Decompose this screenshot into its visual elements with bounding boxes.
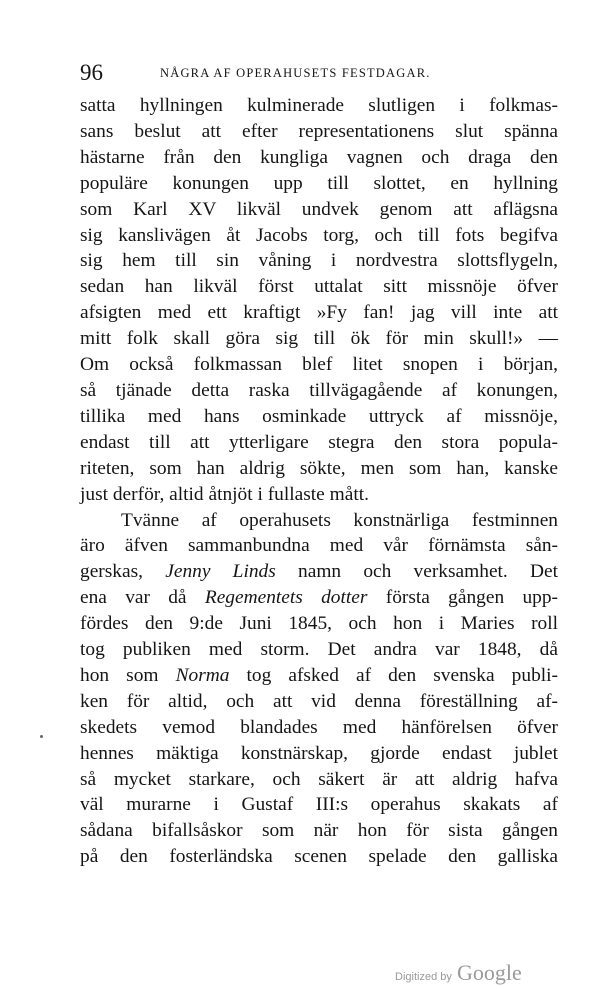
digitized-watermark — [395, 960, 522, 986]
text-line: Om också folkmassan blef litet snopen i början, — [80, 354, 558, 376]
text-line: sådana bifallsåskor som när hon för sista gången — [80, 820, 558, 842]
text-run: tog afsked af den svenska publi- — [246, 664, 558, 686]
text-line: satta hyllningen kulminerade slutligen i folkmas- — [80, 95, 558, 116]
text-line: skedets vemod blandades med hänförelsen öfver — [80, 716, 558, 738]
text-run: första gången upp- — [385, 587, 558, 609]
text-line: riteten, som han aldrig sökte, men som han, kanske — [80, 457, 558, 479]
text-line: som Karl XV likväl undvek genom att aflägsna — [80, 198, 558, 220]
running-title: NÅGRA AF OPERAHUSETS FESTDAGAR. — [160, 66, 431, 80]
italic-title-norma: Norma — [175, 664, 230, 686]
text-line: hästarne från den kungliga vagnen och draga den — [80, 146, 558, 168]
text-line: så mycket starkare, och säkert är att aldrig hafva — [80, 768, 558, 790]
text-line: sedan han likväl först uttalat sitt missnöje öfver — [80, 276, 558, 298]
text-line: sans beslut att efter representationens slut spänna — [80, 120, 558, 142]
text-line: väl murarne i Gustaf III:s operahus skakats af — [80, 794, 558, 816]
page-header — [80, 60, 558, 84]
body-text — [80, 93, 558, 870]
text-line: hennes mäktiga konstnärskap, gjorde endast jublet — [80, 742, 558, 764]
margin-speck — [40, 735, 43, 738]
text-line: så tjänade detta raska tillvägagående af konungen, — [80, 379, 558, 401]
text-line: mitt folk skall göra sig till ök för min skull!» — — [80, 328, 558, 350]
paragraph-end-line: just derför, altid åtnjöt i fullaste mått. — [80, 483, 369, 505]
google-logo: Google — [456, 960, 522, 985]
text-line: sig kanslivägen åt Jacobs torg, och till fots begifva — [80, 224, 558, 246]
text-run: namn och verksamhet. Det — [298, 561, 558, 583]
italic-name-jenny-lind: Jenny Linds — [165, 561, 276, 583]
text-line: fördes den 9:de Juni 1845, och hon i Maries roll — [80, 613, 558, 635]
text-run: gerskas, — [80, 561, 144, 583]
page-number: 96 — [80, 60, 103, 85]
text-line: endast till att ytterligare stegra den stora popula- — [80, 431, 558, 453]
text-line — [80, 585, 558, 611]
text-run: ena var då — [80, 587, 187, 609]
watermark-prefix: Digitized by — [395, 971, 452, 983]
italic-title-regementets-dotter: Regementets dotter — [204, 587, 368, 609]
text-line — [80, 559, 558, 585]
text-line: afsigten med ett kraftigt »Fy fan! jag vill inte att — [80, 302, 558, 324]
text-line: ken för altid, och att vid denna föreställning af- — [80, 690, 558, 712]
text-line: sig hem till sin våning i nordvestra slottsflygeln, — [80, 250, 558, 272]
text-line: på den fosterländska scenen spelade den galliska — [80, 846, 558, 868]
text-line: tog publiken med storm. Det andra var 1848, då — [80, 639, 558, 661]
paragraph-start-line: Tvänne af operahusets konstnärliga festminnen — [121, 509, 558, 531]
text-line: populäre konungen upp till slottet, en hyllning — [80, 172, 558, 194]
text-line: äro äfven sammanbundna med vår förnämsta sån- — [80, 535, 558, 557]
text-line: tillika med hans osminkade uttryck af missnöje, — [80, 405, 558, 427]
text-line — [80, 663, 558, 689]
text-run: hon som — [80, 664, 159, 686]
